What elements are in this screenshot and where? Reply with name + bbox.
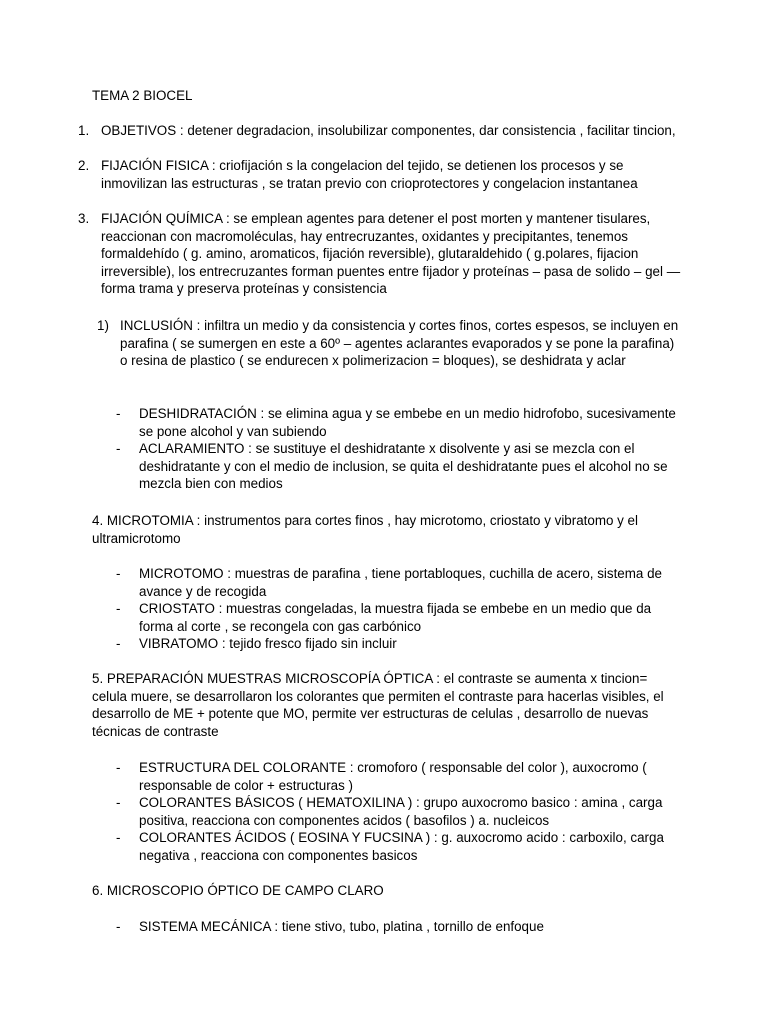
list-number: 1. (78, 123, 90, 138)
dash-bullet: - (116, 406, 121, 421)
bullet-text: COLORANTES ÁCIDOS ( EOSINA Y FUCSINA ) : g. auxocromo acido : carboxilo, carga negativa , reacciona con componentes basicos (139, 830, 664, 863)
section-microscopio: 6. MICROSCOPIO ÓPTICO DE CAMPO CLARO (92, 883, 384, 898)
list-text: FIJACIÓN QUÍMICA : se emplean agentes para detener el post morten y mantener tisulares, reaccionan con macromoléculas, hay entrecruzantes, oxidantes y precipitantes, tenemos formaldehído ( g. amino, aromaticos, fijación reversible), glutaraldehido ( g.polares, fijacion irreversible), los entrecruzantes forman puentes entre fijador y proteínas – pasa de solido – gel — forma trama y preserva proteínas y consistencia (101, 211, 681, 296)
section-preparacion: 5. PREPARACIÓN MUESTRAS MICROSCOPÍA ÓPTICA : el contraste se aumenta x tincion= celula muere, se desarrollaron los colorantes que permiten el contraste para hacerlas visibles, el desarrollo de ME + potente que MO, permite ver estructuras de celulas , desarrollo de nuevas técnicas de contraste (92, 671, 664, 739)
dash-bullet: - (116, 830, 121, 845)
bullet-text: CRIOSTATO : muestras congeladas, la muestra fijada se embebe en un medio que da forma al corte , se recongela con gas carbónico (139, 601, 652, 634)
dash-bullet: - (116, 919, 121, 934)
document-title: TEMA 2 BIOCEL (92, 88, 193, 103)
dash-bullet: - (116, 441, 121, 456)
list-number: 2. (78, 158, 90, 173)
list-text: OBJETIVOS : detener degradacion, insolubilizar componentes, dar consistencia , facilitar tincion, (101, 123, 676, 138)
list-number: 3. (78, 211, 90, 226)
dash-bullet: - (116, 601, 121, 616)
bullet-text: ESTRUCTURA DEL COLORANTE : cromoforo ( responsable del color ), auxocromo ( responsable de color + estructuras ) (139, 760, 647, 793)
bullet-text: DESHIDRATACIÓN : se elimina agua y se embebe en un medio hidrofobo, sucesivamente se pone alcohol y van subiendo (139, 406, 676, 439)
section-microtomia: 4. MICROTOMIA : instrumentos para cortes finos , hay microtomo, criostato y vibratomo y el ultramicrotomo (92, 513, 638, 546)
dash-bullet: - (116, 566, 121, 581)
dash-bullet: - (116, 760, 121, 775)
list-text: INCLUSIÓN : infiltra un medio y da consistencia y cortes finos, cortes espesos, se incluyen en parafina ( se sumergen en este a 60º – agentes aclarantes evaporados y se pone la parafina) o resina de plastico ( se endurecen x polimerizacion = bloques), se deshidrata y aclar (120, 318, 679, 368)
bullet-text: SISTEMA MECÁNICA : tiene stivo, tubo, platina , tornillo de enfoque (139, 919, 544, 934)
dash-bullet: - (116, 795, 121, 810)
bullet-text: MICROTOMO : muestras de parafina , tiene portabloques, cuchilla de acero, sistema de avance y de recogida (139, 566, 662, 599)
list-text: FIJACIÓN FISICA : criofijación s la congelacion del tejido, se detienen los procesos y se inmovilizan las estructuras , se tratan previo con crioprotectores y congelacion instantanea (101, 158, 638, 191)
bullet-text: COLORANTES BÁSICOS ( HEMATOXILINA ) : grupo auxocromo basico : amina , carga positiva, reacciona con componentes acidos ( basofilos ) a. nucleicos (139, 795, 663, 828)
list-number: 1) (97, 318, 109, 333)
bullet-text: ACLARAMIENTO : se sustituye el deshidratante x disolvente y asi se mezcla con el deshidratante y con el medio de inclusion, se quita el deshidratante pues el alcohol no se mezcla bien con medios (139, 441, 668, 491)
bullet-text: VIBRATOMO : tejido fresco fijado sin incluir (139, 636, 397, 651)
dash-bullet: - (116, 636, 121, 651)
